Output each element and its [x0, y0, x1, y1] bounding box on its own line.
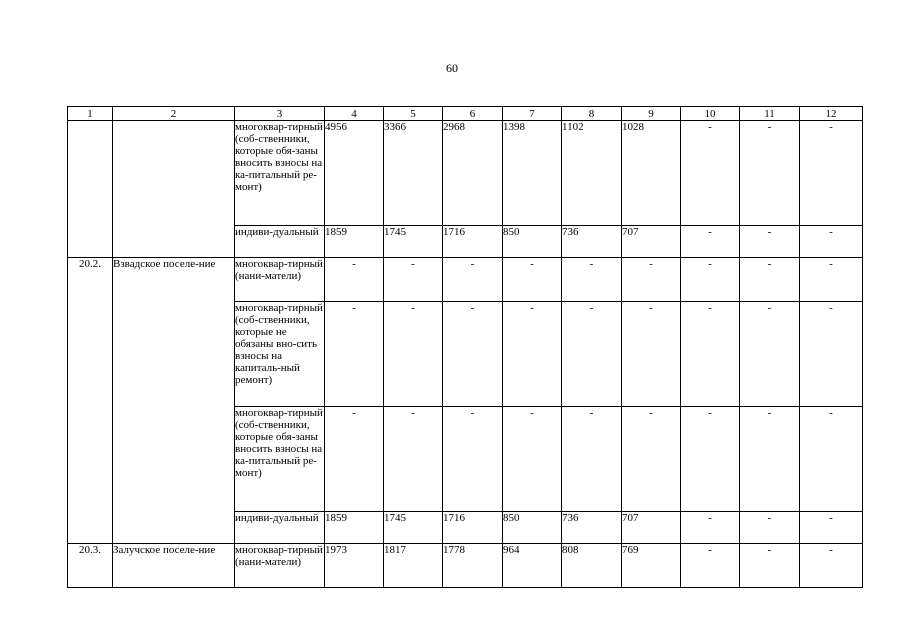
value-cell: 1745	[384, 512, 443, 544]
value-cell: -	[681, 512, 740, 544]
value-cell: 850	[503, 226, 562, 258]
table-row	[68, 544, 863, 588]
housing-type-cell: многоквар-тирный (нани-матели)	[235, 258, 325, 302]
value-cell: 707	[622, 512, 681, 544]
value-cell: 1859	[325, 512, 384, 544]
value-cell: -	[562, 258, 622, 302]
value-cell: 1973	[325, 544, 384, 588]
column-header: 3	[235, 107, 325, 121]
settlement-name-cell: Залучское поселе-ние	[113, 544, 235, 588]
value-cell: 1817	[384, 544, 443, 588]
value-cell: -	[800, 302, 863, 407]
table-row	[68, 121, 863, 226]
value-cell: -	[800, 407, 863, 512]
value-cell: -	[503, 302, 562, 407]
value-cell: 1398	[503, 121, 562, 226]
value-cell: -	[384, 407, 443, 512]
value-cell: -	[681, 258, 740, 302]
housing-type-cell: многоквар-тирный (соб-ственники, которые обя-заны вносить взносы на ка-питальный ре-монт)	[235, 121, 325, 226]
value-cell: 1745	[384, 226, 443, 258]
value-cell: -	[681, 226, 740, 258]
column-header: 12	[800, 107, 863, 121]
column-header: 11	[740, 107, 800, 121]
housing-type-cell: индиви-дуальный	[235, 512, 325, 544]
value-cell: -	[800, 544, 863, 588]
value-cell: -	[562, 407, 622, 512]
value-cell: -	[740, 121, 800, 226]
value-cell: 2968	[443, 121, 503, 226]
value-cell: -	[503, 258, 562, 302]
value-cell: -	[443, 258, 503, 302]
value-cell: 1028	[622, 121, 681, 226]
value-cell: -	[681, 121, 740, 226]
column-header: 6	[443, 107, 503, 121]
value-cell: 3366	[384, 121, 443, 226]
value-cell: 707	[622, 226, 681, 258]
value-cell: -	[740, 226, 800, 258]
value-cell: -	[740, 258, 800, 302]
column-header: 4	[325, 107, 384, 121]
value-cell: -	[325, 407, 384, 512]
value-cell: 964	[503, 544, 562, 588]
table-row	[68, 258, 863, 302]
value-cell: -	[740, 407, 800, 512]
tariff-table	[67, 106, 863, 588]
value-cell: -	[800, 258, 863, 302]
value-cell: -	[740, 302, 800, 407]
settlement-name-cell: Взвадское поселе-ние	[113, 258, 235, 544]
value-cell: -	[800, 121, 863, 226]
value-cell: -	[800, 512, 863, 544]
housing-type-cell: многоквар-тирный (соб-ственники, которые обя-заны вносить взносы на ка-питальный ре-монт)	[235, 407, 325, 512]
column-header: 2	[113, 107, 235, 121]
value-cell: 850	[503, 512, 562, 544]
value-cell: 769	[622, 544, 681, 588]
settlement-name-cell	[113, 121, 235, 258]
value-cell: -	[740, 512, 800, 544]
value-cell: -	[384, 258, 443, 302]
column-header: 1	[68, 107, 113, 121]
value-cell: -	[681, 302, 740, 407]
column-number-row	[68, 107, 863, 121]
column-header: 7	[503, 107, 562, 121]
column-header: 8	[562, 107, 622, 121]
value-cell: 1102	[562, 121, 622, 226]
value-cell: -	[622, 302, 681, 407]
value-cell: -	[562, 302, 622, 407]
value-cell: -	[443, 407, 503, 512]
value-cell: 808	[562, 544, 622, 588]
value-cell: -	[800, 226, 863, 258]
value-cell: -	[443, 302, 503, 407]
value-cell: -	[325, 302, 384, 407]
value-cell: 4956	[325, 121, 384, 226]
column-header: 5	[384, 107, 443, 121]
housing-type-cell: многоквар-тирный (нани-матели)	[235, 544, 325, 588]
value-cell: -	[740, 544, 800, 588]
housing-type-cell: многоквар-тирный (соб-ственники, которые не обязаны вно-сить взносы на капиталь-ный ремонт)	[235, 302, 325, 407]
value-cell: 736	[562, 226, 622, 258]
column-header: 9	[622, 107, 681, 121]
page-number: 60	[446, 61, 458, 75]
value-cell: 1716	[443, 512, 503, 544]
value-cell: -	[681, 544, 740, 588]
value-cell: -	[622, 407, 681, 512]
row-number-cell	[68, 121, 113, 258]
row-number-cell: 20.3.	[68, 544, 113, 588]
value-cell: -	[681, 407, 740, 512]
value-cell: 1778	[443, 544, 503, 588]
column-header: 10	[681, 107, 740, 121]
housing-type-cell: индиви-дуальный	[235, 226, 325, 258]
value-cell: 1716	[443, 226, 503, 258]
value-cell: 736	[562, 512, 622, 544]
value-cell: 1859	[325, 226, 384, 258]
value-cell: -	[622, 258, 681, 302]
value-cell: -	[384, 302, 443, 407]
row-number-cell: 20.2.	[68, 258, 113, 544]
value-cell: -	[503, 407, 562, 512]
value-cell: -	[325, 258, 384, 302]
